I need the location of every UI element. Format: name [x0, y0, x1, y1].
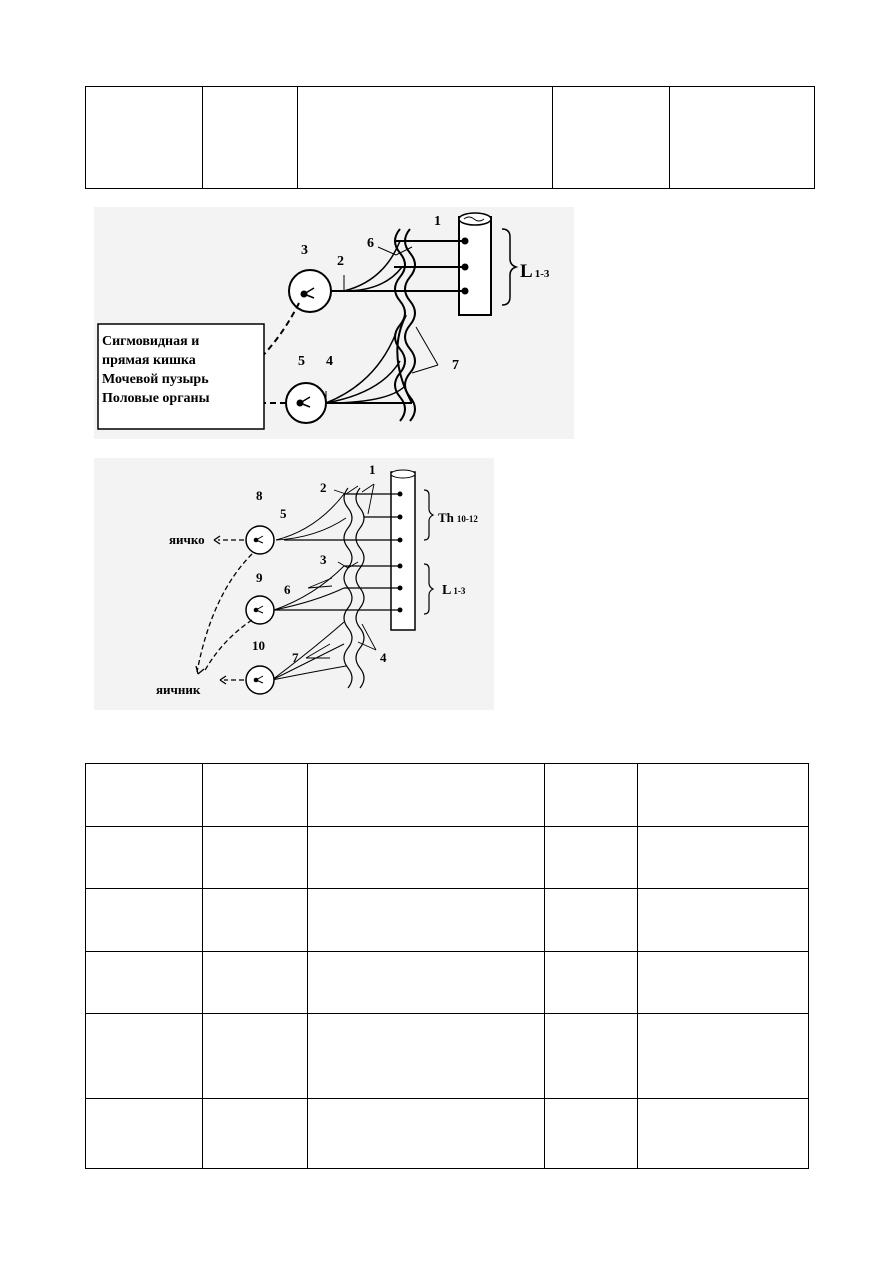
table-cell [669, 87, 814, 189]
table-cell [202, 889, 308, 952]
label-10: 10 [252, 638, 265, 653]
segment-label-l: L 1-3 [442, 583, 466, 598]
label-2: 2 [337, 254, 344, 269]
ganglion-8 [246, 526, 274, 554]
label-4: 4 [326, 354, 333, 369]
bottom-table [85, 763, 809, 1169]
label-9: 9 [256, 570, 263, 585]
table-cell [308, 827, 544, 889]
table-cell [86, 952, 203, 1014]
table-cell [86, 764, 203, 827]
spinal-cord [391, 472, 415, 630]
label-1: 1 [369, 462, 376, 477]
label-3: 3 [301, 243, 308, 258]
table-row [86, 87, 815, 189]
segment-label: L 1-3 [520, 261, 550, 282]
organ-line: прямая кишка [102, 353, 196, 368]
table-row [86, 827, 809, 889]
label-1: 1 [434, 214, 441, 229]
label-8: 8 [256, 488, 263, 503]
table-cell [544, 889, 638, 952]
segment-brace [502, 229, 516, 305]
ganglion-9 [246, 596, 274, 624]
table-row [86, 1014, 809, 1099]
label-5: 5 [280, 506, 287, 521]
table-cell [86, 889, 203, 952]
table-cell [202, 1014, 308, 1099]
table-cell [544, 1099, 638, 1169]
table-row [86, 764, 809, 827]
table-cell [638, 764, 809, 827]
organ-line: Мочевой пузырь [102, 372, 209, 387]
table-cell [86, 1014, 203, 1099]
table-cell [308, 889, 544, 952]
table-cell [638, 1014, 809, 1099]
ganglion-10 [246, 666, 274, 694]
label-5: 5 [298, 354, 305, 369]
table-cell [544, 827, 638, 889]
ganglion-5 [286, 383, 326, 423]
table-cell [308, 764, 544, 827]
label-7: 7 [292, 650, 299, 665]
table-cell [544, 952, 638, 1014]
table-cell [544, 1014, 638, 1099]
table-cell [202, 764, 308, 827]
table-cell [86, 87, 203, 189]
table-row [86, 1099, 809, 1169]
table-cell [86, 827, 203, 889]
table-cell [544, 764, 638, 827]
ovary-label: яичник [156, 682, 201, 697]
label-6: 6 [367, 236, 374, 251]
label-3: 3 [320, 552, 327, 567]
label-2: 2 [320, 480, 327, 495]
table-cell [308, 952, 544, 1014]
table-cell [638, 1099, 809, 1169]
table-cell [638, 952, 809, 1014]
table-cell [553, 87, 670, 189]
table-cell [638, 889, 809, 952]
testis-label: яичко [169, 532, 205, 547]
table-cell [298, 87, 553, 189]
label-6: 6 [284, 582, 291, 597]
figure-gonad-innervation [94, 458, 494, 710]
table-cell [308, 1099, 544, 1169]
table-cell [638, 827, 809, 889]
organ-line: Сигмовидная и [102, 334, 200, 349]
table-cell [86, 1099, 203, 1169]
top-table [85, 86, 815, 189]
figure-pelvic-innervation [94, 207, 574, 439]
segment-label-th: Th 10-12 [438, 510, 478, 525]
organ-line: Половые органы [102, 391, 210, 406]
table-row [86, 889, 809, 952]
label-4: 4 [380, 650, 387, 665]
table-cell [202, 1099, 308, 1169]
label-7: 7 [452, 358, 459, 373]
table-cell [202, 952, 308, 1014]
table-row [86, 952, 809, 1014]
table-cell [202, 87, 298, 189]
table-cell [308, 1014, 544, 1099]
table-cell [202, 827, 308, 889]
